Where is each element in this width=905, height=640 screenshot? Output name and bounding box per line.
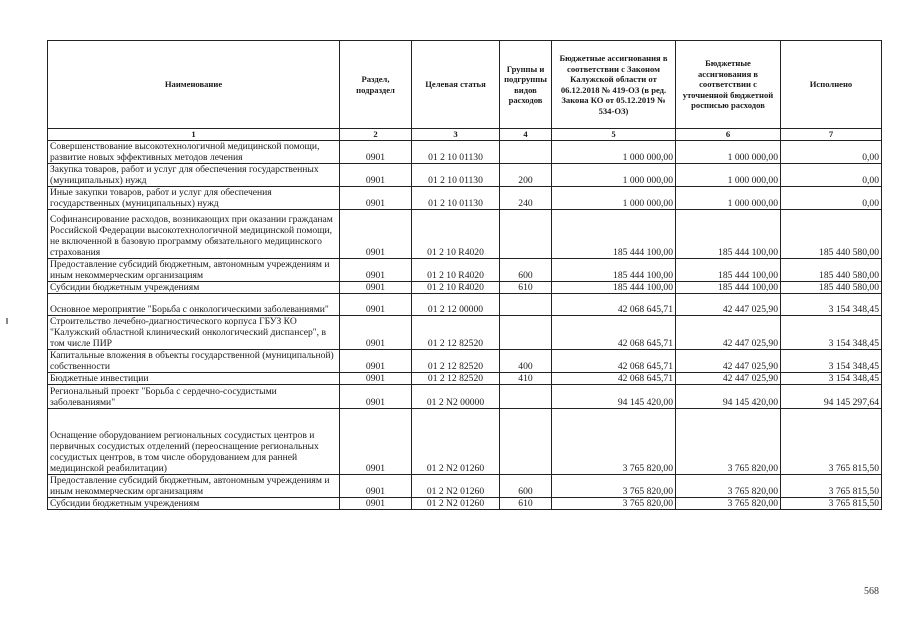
row-section-cell: 0901 — [340, 164, 412, 187]
row-assign-law-cell: 1 000 000,00 — [552, 141, 676, 164]
row-section-cell: 0901 — [340, 373, 412, 385]
row-assign-law-cell: 185 444 100,00 — [552, 210, 676, 259]
row-group-cell — [500, 316, 552, 350]
row-assign-list-cell: 185 444 100,00 — [676, 210, 781, 259]
row-assign-list-cell: 1 000 000,00 — [676, 141, 781, 164]
row-assign-list-cell: 42 447 025,90 — [676, 373, 781, 385]
row-name-cell: Оснащение оборудованием региональных сосудистых центров и первичных сосудистых отделений (переоснащение региональных сосудистых центров, в том числе оборудованием для ранней медицинской реабилитации) — [48, 409, 340, 475]
table-row — [48, 210, 882, 259]
row-target-cell: 01 2 N2 00000 — [412, 385, 500, 409]
row-name-cell: Бюджетные инвестиции — [48, 373, 340, 385]
row-name-cell: Софинансирование расходов, возникающих при оказании гражданам Российской Федерации высокотехнологичной медицинской помощи, не включенной в базовую программу обязательного медицинского страхования — [48, 210, 340, 259]
row-assign-law-cell: 3 765 820,00 — [552, 498, 676, 510]
header-target: Целевая статья — [412, 41, 500, 129]
row-group-cell — [500, 294, 552, 316]
row-executed-cell: 3 154 348,45 — [781, 373, 882, 385]
row-assign-list-cell: 1 000 000,00 — [676, 187, 781, 210]
row-name-cell: Закупка товаров, работ и услуг для обеспечения государственных (муниципальных) нужд — [48, 164, 340, 187]
row-name-cell: Субсидии бюджетным учреждениям — [48, 282, 340, 294]
row-executed-cell: 3 154 348,45 — [781, 316, 882, 350]
table-row — [48, 316, 882, 350]
row-assign-law-cell: 42 068 645,71 — [552, 294, 676, 316]
column-number: 5 — [552, 129, 676, 141]
row-section-cell: 0901 — [340, 498, 412, 510]
header-executed: Исполнено — [781, 41, 882, 129]
row-group-cell: 600 — [500, 259, 552, 282]
table-row — [48, 187, 882, 210]
row-executed-cell: 185 440 580,00 — [781, 259, 882, 282]
row-assign-list-cell: 94 145 420,00 — [676, 385, 781, 409]
row-target-cell: 01 2 12 82520 — [412, 316, 500, 350]
table-row — [48, 282, 882, 294]
row-target-cell: 01 2 N2 01260 — [412, 498, 500, 510]
row-assign-law-cell: 3 765 820,00 — [552, 409, 676, 475]
row-assign-list-cell: 185 444 100,00 — [676, 282, 781, 294]
row-target-cell: 01 2 10 01130 — [412, 187, 500, 210]
table-row — [48, 164, 882, 187]
table-row — [48, 409, 882, 475]
row-assign-list-cell: 3 765 820,00 — [676, 475, 781, 498]
row-executed-cell: 185 440 580,00 — [781, 210, 882, 259]
row-name-cell: Субсидии бюджетным учреждениям — [48, 498, 340, 510]
row-assign-list-cell: 1 000 000,00 — [676, 164, 781, 187]
page-number: 568 — [864, 586, 879, 597]
table-row — [48, 475, 882, 498]
row-section-cell: 0901 — [340, 141, 412, 164]
row-executed-cell: 0,00 — [781, 164, 882, 187]
row-target-cell: 01 2 10 R4020 — [412, 259, 500, 282]
row-assign-law-cell: 3 765 820,00 — [552, 475, 676, 498]
row-target-cell: 01 2 10 R4020 — [412, 210, 500, 259]
row-assign-law-cell: 1 000 000,00 — [552, 164, 676, 187]
header-row — [48, 41, 882, 129]
table-row — [48, 350, 882, 373]
table-row — [48, 259, 882, 282]
row-assign-list-cell: 3 765 820,00 — [676, 409, 781, 475]
row-assign-list-cell: 42 447 025,90 — [676, 294, 781, 316]
row-target-cell: 01 2 10 01130 — [412, 164, 500, 187]
row-section-cell: 0901 — [340, 259, 412, 282]
table-row — [48, 498, 882, 510]
row-group-cell: 400 — [500, 350, 552, 373]
header-groups: Группы и подгруппы видов расходов — [500, 41, 552, 129]
row-assign-law-cell: 42 068 645,71 — [552, 350, 676, 373]
row-assign-list-cell: 3 765 820,00 — [676, 498, 781, 510]
row-assign-law-cell: 94 145 420,00 — [552, 385, 676, 409]
row-name-cell: Совершенствование высокотехнологичной медицинской помощи, развитие новых эффективных методов лечения — [48, 141, 340, 164]
row-section-cell: 0901 — [340, 210, 412, 259]
row-section-cell: 0901 — [340, 282, 412, 294]
row-group-cell: 610 — [500, 282, 552, 294]
row-executed-cell: 3 154 348,45 — [781, 294, 882, 316]
row-executed-cell: 0,00 — [781, 187, 882, 210]
row-group-cell: 240 — [500, 187, 552, 210]
row-name-cell: Строительство лечебно-диагностического корпуса ГБУЗ КО "Калужский областной клинический онкологический диспансер", в том числе ПИР — [48, 316, 340, 350]
table-row — [48, 385, 882, 409]
row-executed-cell: 185 440 580,00 — [781, 282, 882, 294]
row-group-cell: 610 — [500, 498, 552, 510]
row-executed-cell: 0,00 — [781, 141, 882, 164]
row-group-cell: 410 — [500, 373, 552, 385]
header-assign-list: Бюджетные ассигнования в соответствии с уточненной бюджетной росписью расходов — [676, 41, 781, 129]
row-name-cell: Региональный проект "Борьба с сердечно-сосудистыми заболеваниями" — [48, 385, 340, 409]
row-executed-cell: 3 154 348,45 — [781, 350, 882, 373]
row-group-cell — [500, 409, 552, 475]
row-section-cell: 0901 — [340, 385, 412, 409]
row-name-cell: Предоставление субсидий бюджетным, автономным учреждениям и иным некоммерческим организациям — [48, 259, 340, 282]
budget-table — [47, 40, 882, 510]
column-number: 7 — [781, 129, 882, 141]
header-name: Наименование — [48, 41, 340, 129]
row-assign-law-cell: 42 068 645,71 — [552, 316, 676, 350]
row-section-cell: 0901 — [340, 294, 412, 316]
row-group-cell — [500, 385, 552, 409]
column-number: 3 — [412, 129, 500, 141]
table-row — [48, 373, 882, 385]
row-group-cell: 600 — [500, 475, 552, 498]
row-group-cell — [500, 210, 552, 259]
row-executed-cell: 3 765 815,50 — [781, 475, 882, 498]
row-name-cell: Основное мероприятие "Борьба с онкологическими заболеваниями" — [48, 294, 340, 316]
column-number-row — [48, 129, 882, 141]
row-assign-list-cell: 42 447 025,90 — [676, 316, 781, 350]
row-executed-cell: 3 765 815,50 — [781, 498, 882, 510]
row-name-cell: Иные закупки товаров, работ и услуг для обеспечения государственных (муниципальных) нужд — [48, 187, 340, 210]
row-section-cell: 0901 — [340, 187, 412, 210]
row-assign-law-cell: 42 068 645,71 — [552, 373, 676, 385]
header-section: Раздел, подраздел — [340, 41, 412, 129]
row-group-cell — [500, 141, 552, 164]
row-assign-list-cell: 42 447 025,90 — [676, 350, 781, 373]
row-target-cell: 01 2 10 01130 — [412, 141, 500, 164]
row-section-cell: 0901 — [340, 350, 412, 373]
header-assign-law: Бюджетные ассигнования в соответствии с Законом Калужской области от 06.12.2018 № 419-ОЗ (в ред. Закона КО от 05.12.2019 № 534-ОЗ) — [552, 41, 676, 129]
row-target-cell: 01 2 12 82520 — [412, 373, 500, 385]
row-target-cell: 01 2 12 00000 — [412, 294, 500, 316]
table-row — [48, 294, 882, 316]
row-assign-list-cell: 185 444 100,00 — [676, 259, 781, 282]
row-assign-law-cell: 1 000 000,00 — [552, 187, 676, 210]
row-assign-law-cell: 185 444 100,00 — [552, 282, 676, 294]
column-number: 1 — [48, 129, 340, 141]
row-section-cell: 0901 — [340, 475, 412, 498]
row-assign-law-cell: 185 444 100,00 — [552, 259, 676, 282]
row-executed-cell: 94 145 297,64 — [781, 385, 882, 409]
row-target-cell: 01 2 10 R4020 — [412, 282, 500, 294]
row-executed-cell: 3 765 815,50 — [781, 409, 882, 475]
row-target-cell: 01 2 N2 01260 — [412, 409, 500, 475]
row-name-cell: Предоставление субсидий бюджетным, автономным учреждениям и иным некоммерческим организациям — [48, 475, 340, 498]
table-row — [48, 141, 882, 164]
row-target-cell: 01 2 12 82520 — [412, 350, 500, 373]
row-target-cell: 01 2 N2 01260 — [412, 475, 500, 498]
column-number: 6 — [676, 129, 781, 141]
row-section-cell: 0901 — [340, 316, 412, 350]
column-number: 4 — [500, 129, 552, 141]
column-number: 2 — [340, 129, 412, 141]
table-body — [48, 141, 882, 510]
row-section-cell: 0901 — [340, 409, 412, 475]
scan-mark — [6, 318, 8, 324]
row-group-cell: 200 — [500, 164, 552, 187]
row-name-cell: Капитальные вложения в объекты государственной (муниципальной) собственности — [48, 350, 340, 373]
